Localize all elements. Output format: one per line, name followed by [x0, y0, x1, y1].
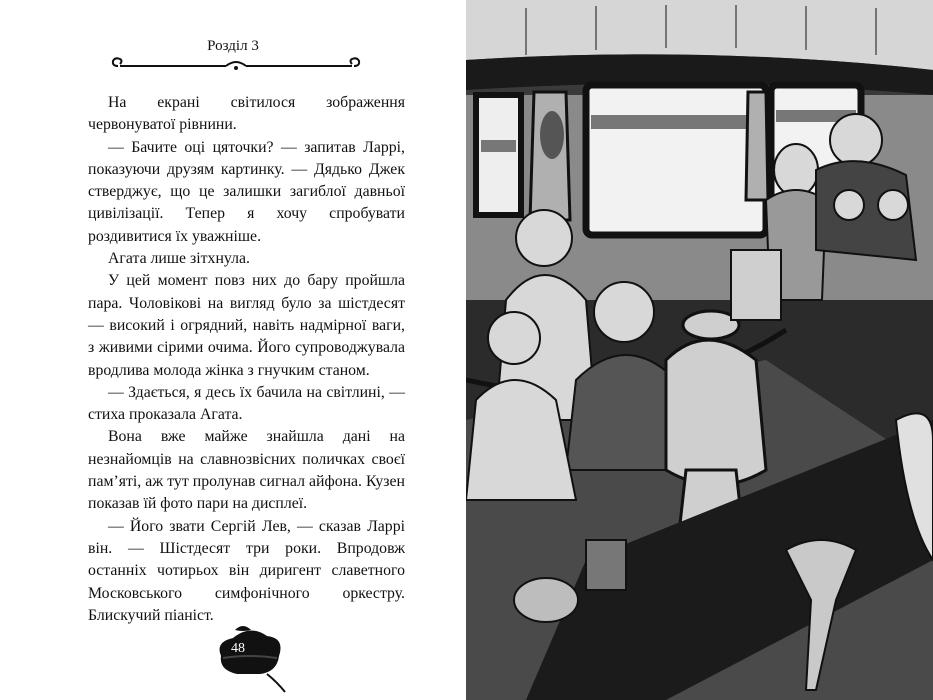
ornament-divider: [108, 54, 364, 76]
chapter-heading: Розділ 3: [207, 38, 259, 54]
paragraph: Вона вже майже знайшла дані на незнайомців на славнозвісних поличках своєї пам’яті, аж тут пролунав сигнал айфона. Кузен показав їй фото пари на дисплеї.: [88, 428, 405, 513]
paragraph: — Бачите оці цяточки? — запитав Ларрі, показуючи друзям картинку. — Дядько Джек стверджує, що це залишки загиблої давньої цивілізації. Тепер я хочу спробувати роздивитися їх уважніше.: [88, 138, 405, 245]
paragraph: — Здається, я десь їх бачила на світлині, — стиха проказала Агата.: [88, 383, 405, 424]
page-number: 48: [231, 641, 245, 656]
paragraph: На екрані світилося зображення червонуватої рівнини.: [88, 94, 405, 134]
train-illustration: [466, 0, 933, 700]
paragraph: У цей момент повз них до бару пройшла пара. Чоловікові на вигляд було за шістдесят — високий і огрядний, навіть надмірної ваги, з живими сірими очима. Його супроводжувала вродлива молода жінка з гнучким станом.: [88, 272, 405, 379]
body-text: [88, 92, 405, 627]
left-page: [0, 0, 466, 700]
paragraph: — Його звати Сергій Лев, — сказав Ларрі він. — Шістдесят три роки. Впродовж останніх чотирьох він диригент славетного Московського симфонічного оркестру. Блискучий піаніст.: [88, 517, 405, 624]
paragraph: Агата лише зітхнула.: [108, 250, 250, 268]
hat-page-badge: [205, 622, 295, 698]
